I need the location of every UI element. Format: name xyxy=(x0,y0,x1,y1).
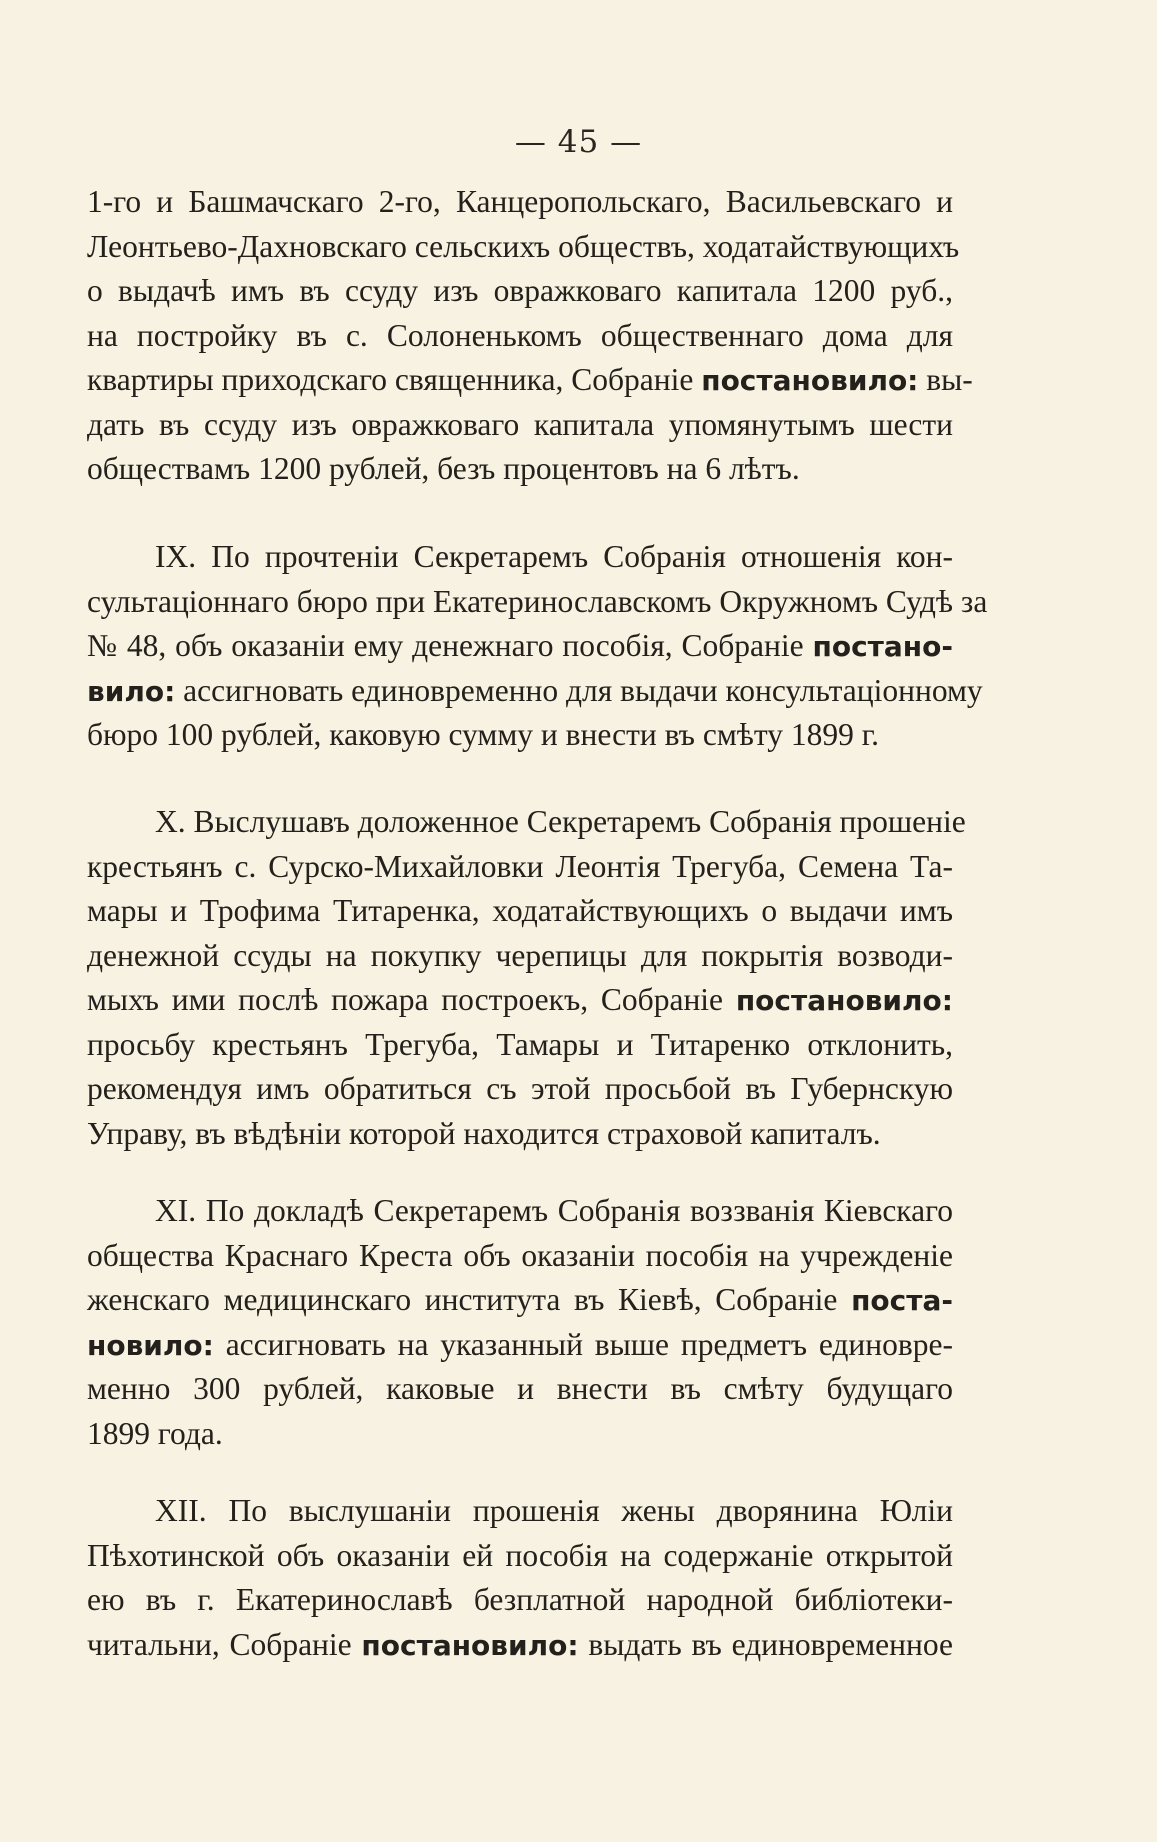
text-line xyxy=(87,1234,953,1279)
text-segment: на постройку въ с. Солоненькомъ общественнаго дома для xyxy=(87,317,953,353)
text-segment: ассигновать единовременно для выдачи консультаціонному xyxy=(175,672,983,708)
paragraph-xi xyxy=(87,1189,953,1456)
text-line xyxy=(87,1323,953,1368)
text-segment: бюро 100 рублей, каковую сумму и внести въ смѣту 1899 г. xyxy=(87,717,879,752)
paragraph-viii-continued xyxy=(87,180,973,492)
text-line xyxy=(87,447,953,492)
text-line xyxy=(87,314,953,359)
text-line xyxy=(87,713,953,758)
text-line xyxy=(87,978,953,1023)
text-line xyxy=(87,1189,953,1234)
text-line xyxy=(87,845,953,890)
text-line xyxy=(87,1623,953,1668)
text-segment: 1899 года. xyxy=(87,1415,223,1451)
text-segment: 1-го и Башмачскаго 2-го, Канцеропольскаго, Васильевскаго и xyxy=(87,184,953,219)
resolution-keyword: вило: xyxy=(87,674,176,708)
text-segment: Леонтьево-Дахновскаго сельскихъ обществъ, ходатайствующихъ xyxy=(87,228,960,264)
text-line xyxy=(87,1578,953,1623)
text-line xyxy=(87,1112,953,1157)
paragraph-x xyxy=(87,800,966,1156)
text-line xyxy=(87,934,953,979)
text-segment: денежной ссуды на покупку черепицы для покрытія возводи- xyxy=(87,937,953,973)
text-segment: XII. По выслушаніи прошенія жены дворянина Юліи xyxy=(155,1493,953,1528)
resolution-keyword: поста- xyxy=(851,1284,953,1317)
paragraph-xii xyxy=(87,1489,953,1667)
text-segment: рекомендуя имъ обратиться съ этой просьбой въ Губернскую xyxy=(87,1071,953,1106)
text-segment: ассигновать на указанный выше предметъ единовре- xyxy=(213,1326,953,1362)
text-segment: просьбу крестьянъ Трегуба, Тамары и Титаренко отклонить, xyxy=(87,1026,953,1062)
text-segment: Пѣхотинской объ оказаніи ей пособія на содержаніе открытой xyxy=(87,1537,953,1573)
text-segment: читальни, Собраніе xyxy=(87,1626,362,1662)
text-segment: XI. По докладѣ Секретаремъ Собранія воззванія Кіевскаго xyxy=(155,1193,953,1228)
text-segment: IX. По прочтеніи Секретаремъ Собранія отношенія кон- xyxy=(155,539,953,574)
text-line xyxy=(87,269,953,314)
text-segment: женскаго медицинскаго института въ Кіевѣ, Собраніе xyxy=(87,1282,852,1317)
text-segment: о выдачѣ имъ въ ссуду изъ овражковаго капитала 1200 руб., xyxy=(87,273,953,308)
paragraph-ix xyxy=(87,535,988,758)
text-segment: выдать въ единовременное xyxy=(578,1626,953,1662)
text-line xyxy=(87,180,953,225)
text-line xyxy=(87,1412,953,1457)
resolution-keyword: новило: xyxy=(87,1328,214,1362)
text-line xyxy=(87,225,960,270)
text-segment: мары и Трофима Титаренка, ходатайствующихъ о выдачи имъ xyxy=(87,893,953,928)
text-line xyxy=(87,1367,953,1412)
text-segment: Управу, въ вѣдѣніи которой находится страховой капиталъ. xyxy=(87,1115,881,1151)
text-segment: обществамъ 1200 рублей, безъ процентовъ на 6 лѣтъ. xyxy=(87,451,800,486)
text-line xyxy=(87,358,973,403)
text-line xyxy=(87,403,953,448)
text-line xyxy=(87,889,953,934)
resolution-keyword: постановило: xyxy=(735,984,953,1017)
text-segment: квартиры приходскаго священника, Собраніе xyxy=(87,362,702,397)
text-line xyxy=(87,1534,953,1579)
text-line xyxy=(87,1023,953,1068)
text-segment: X. Выслушавъ доложенное Секретаремъ Собранія прошеніе xyxy=(155,804,966,839)
text-line xyxy=(87,1067,953,1112)
resolution-keyword: постановило: xyxy=(361,1628,579,1662)
text-line xyxy=(87,624,953,669)
text-line xyxy=(87,580,988,625)
text-segment: дать въ ссуду изъ овражковаго капитала упомянутымъ шести xyxy=(87,406,953,442)
text-line xyxy=(87,1278,953,1323)
text-segment: № 48, объ оказаніи ему денежнаго пособія, Собраніе xyxy=(87,628,813,663)
text-segment: менно 300 рублей, каковые и внести въ смѣту будущаго xyxy=(87,1371,953,1406)
text-segment: ею въ г. Екатеринославѣ безплатной народной библіотеки- xyxy=(87,1582,953,1617)
text-line xyxy=(87,800,966,845)
text-line xyxy=(87,669,983,714)
text-segment: общества Краснаго Креста объ оказаніи пособія на учрежденіе xyxy=(87,1237,953,1273)
text-segment: крестьянъ с. Сурско-Михайловки Леонтія Трегуба, Семена Та- xyxy=(87,848,953,884)
text-segment: сультаціоннаго бюро при Екатеринославскомъ Окружномъ Судѣ за xyxy=(87,583,988,619)
text-segment: вы- xyxy=(918,362,973,397)
text-line xyxy=(87,535,953,580)
resolution-keyword: постановило: xyxy=(701,364,919,397)
text-line xyxy=(87,1489,953,1534)
text-segment: мыхъ ими послѣ пожара построекъ, Собраніе xyxy=(87,982,736,1017)
resolution-keyword: постано- xyxy=(812,630,953,663)
page-number: — 45 — xyxy=(514,124,643,160)
